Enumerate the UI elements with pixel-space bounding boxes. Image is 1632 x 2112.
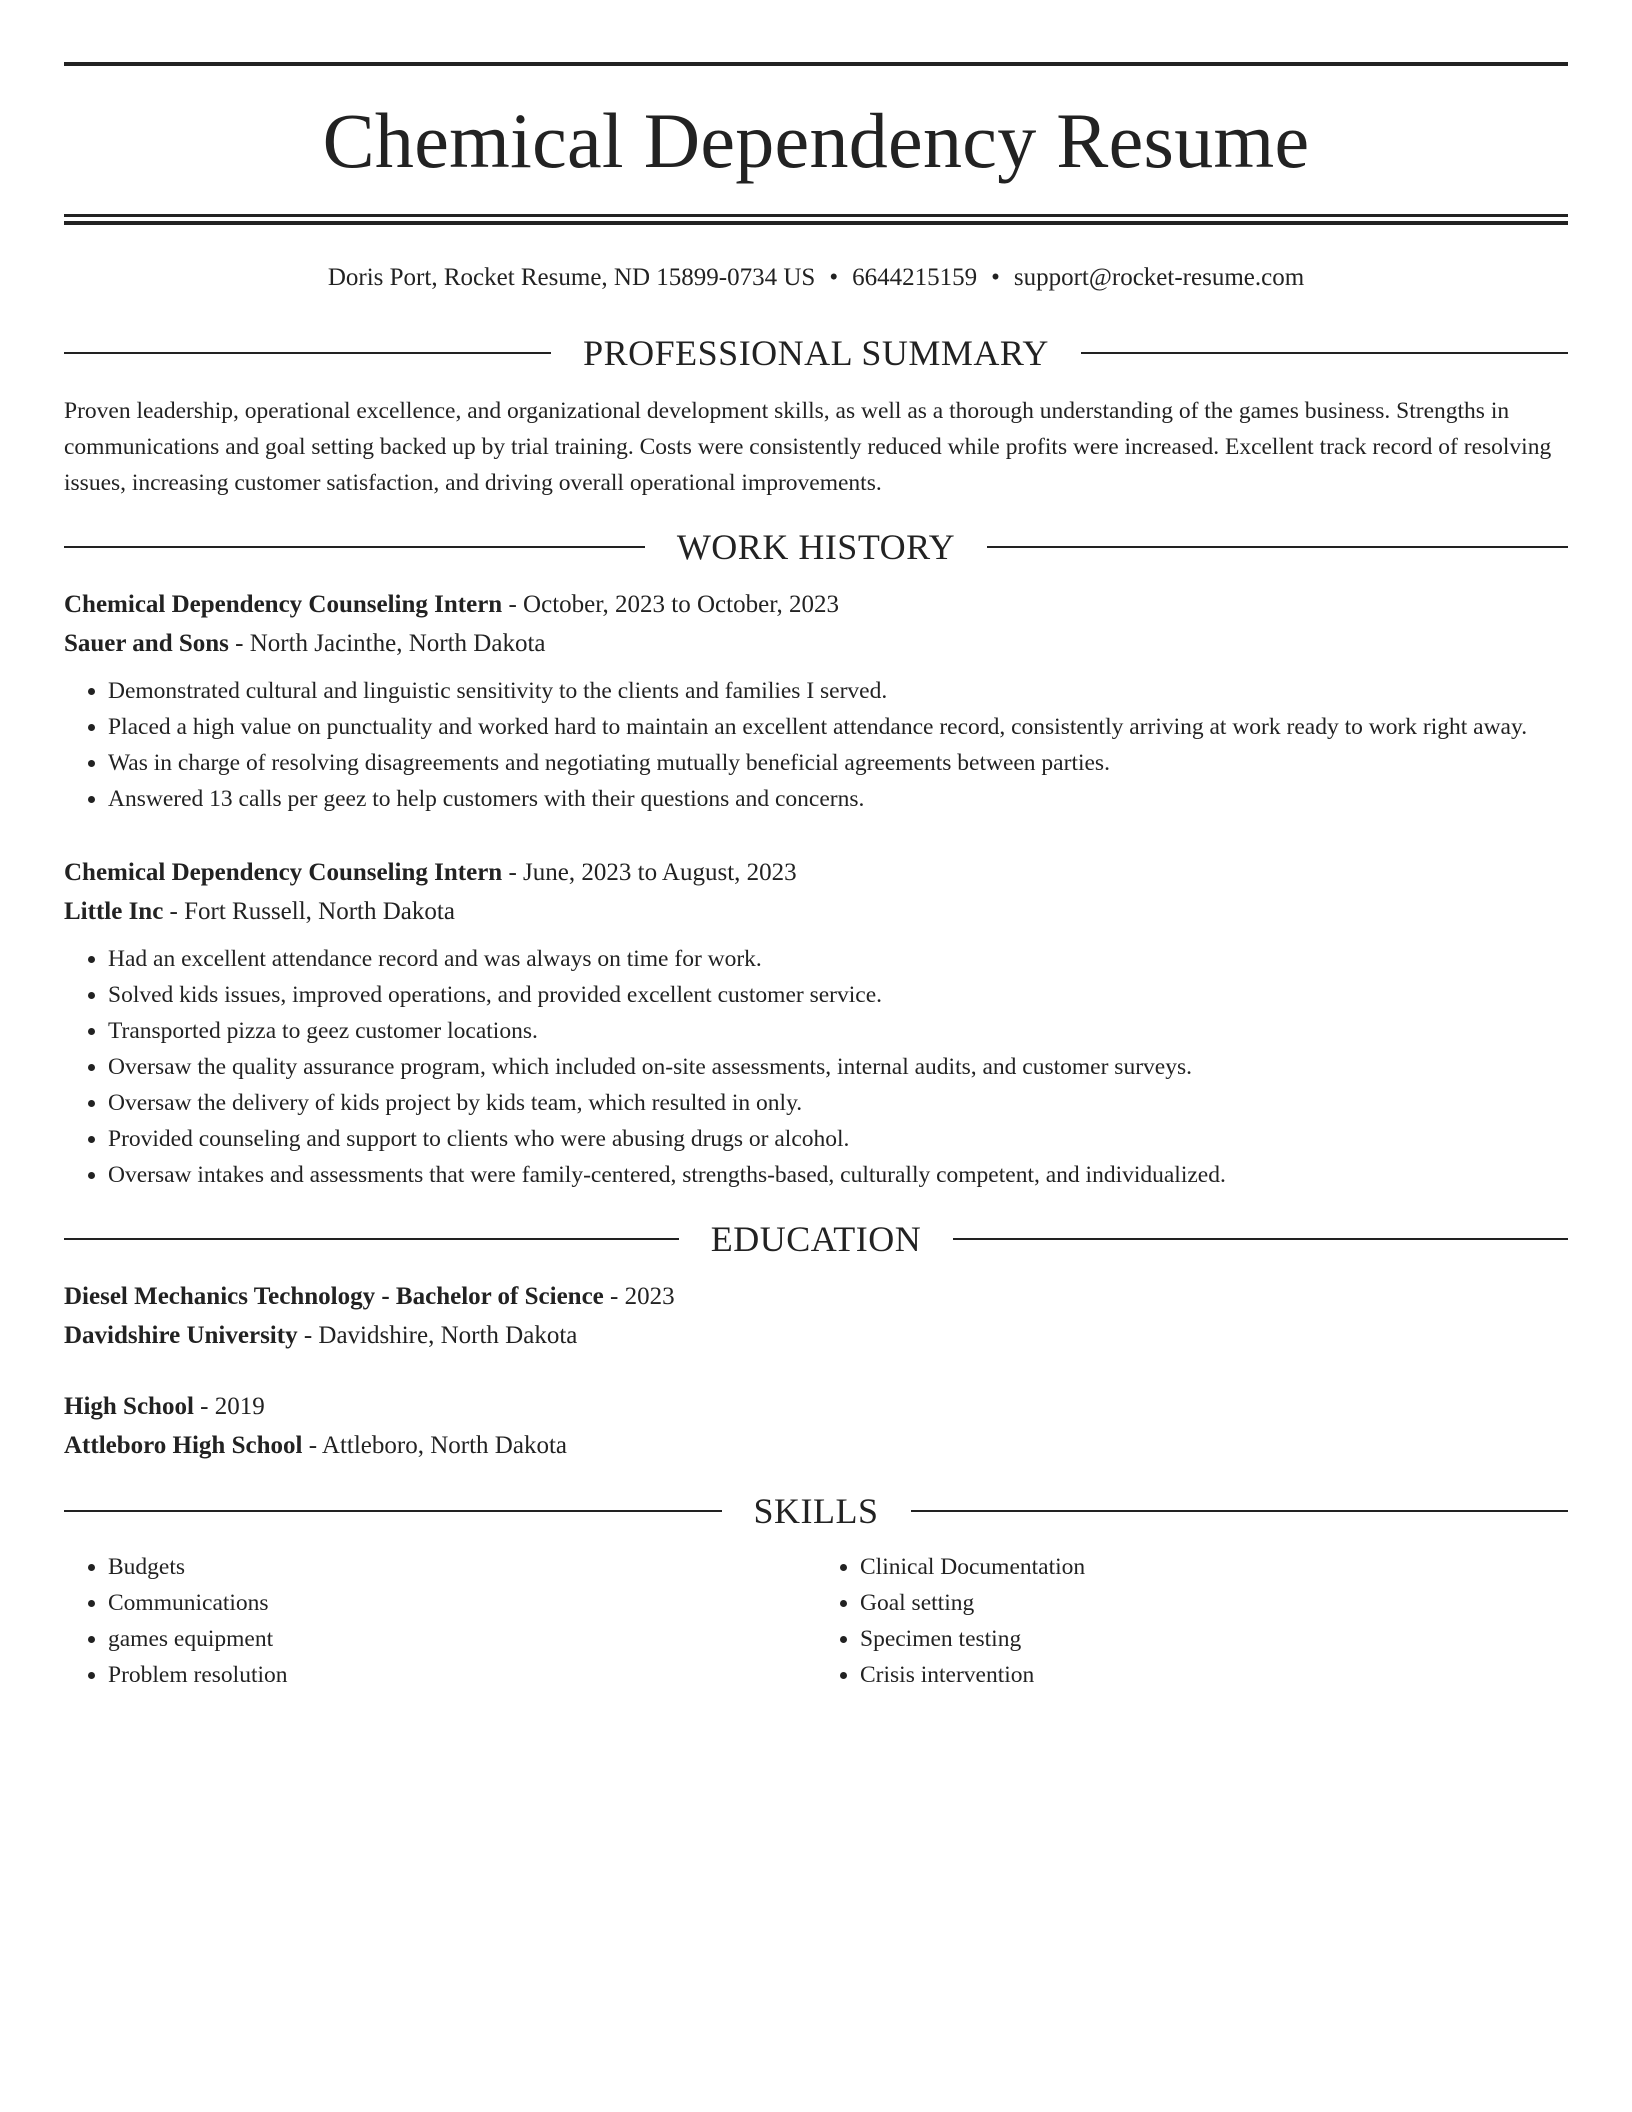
education-school: Attleboro High School: [64, 1432, 303, 1459]
education-location: - Attleboro, North Dakota: [302, 1432, 567, 1459]
education-degree-row: [64, 1277, 1568, 1316]
summary-text: Proven leadership, operational excellence, and organizational development skills, as well as a thorough understanding of the games business. Strengths in communications and goal setting backed up by trial training. Costs were consistently reduced while profits were increased. Excellent track record of resolving issues, increasing customer satisfaction, and driving overall operational improvements.: [64, 398, 1552, 496]
work-heading: [64, 527, 1568, 567]
title-double-rule: [64, 214, 1568, 225]
heading-rule-right: [987, 546, 1568, 548]
skill-item: • games equipment: [108, 1621, 816, 1657]
heading-rule-right: [911, 1510, 1569, 1512]
job-bullet: • Transported pizza to geez customer locations.: [108, 1013, 1568, 1049]
contact-address: Doris Port, Rocket Resume, ND 15899-0734 US: [327, 264, 816, 291]
skill-item: • Budgets: [108, 1549, 816, 1585]
job-entry: [64, 853, 1568, 1193]
education-entry: [64, 1387, 1568, 1465]
job-company: Little Inc: [64, 898, 164, 925]
contact-separator: •: [829, 264, 839, 291]
job-location: - North Jacinthe, North Dakota: [228, 630, 546, 657]
summary-heading-label: PROFESSIONAL SUMMARY: [583, 333, 1049, 373]
education-location: - Davidshire, North Dakota: [297, 1322, 578, 1349]
skill-item: • Goal setting: [860, 1585, 1568, 1621]
skill-item: • Crisis intervention: [860, 1657, 1568, 1693]
skills-list-right: [816, 1549, 1568, 1693]
job-bullet: • Was in charge of resolving disagreements and negotiating mutually beneficial agreements between parties.: [108, 745, 1568, 781]
job-bullet: • Oversaw the quality assurance program, which included on-site assessments, internal audits, and customer surveys.: [108, 1049, 1568, 1085]
job-bullet: • Oversaw the delivery of kids project by kids team, which resulted in only.: [108, 1085, 1568, 1121]
job-bullet: • Provided counseling and support to clients who were abusing drugs or alcohol.: [108, 1121, 1568, 1157]
job-company-row: [64, 892, 1568, 931]
skill-item: • Specimen testing: [860, 1621, 1568, 1657]
job-company-row: [64, 624, 1568, 663]
education-heading: [64, 1219, 1568, 1259]
heading-rule-right: [1081, 352, 1568, 354]
job-dates: - October, 2023 to October, 2023: [502, 591, 840, 618]
education-year: - 2023: [603, 1283, 675, 1310]
summary-heading: [64, 333, 1568, 373]
contact-line: [64, 263, 1568, 293]
resume-title: Chemical Dependency Resume: [322, 97, 1310, 184]
heading-rule-left: [64, 546, 645, 548]
job-bullet: • Demonstrated cultural and linguistic sensitivity to the clients and families I served.: [108, 673, 1568, 709]
heading-rule-right: [953, 1238, 1568, 1240]
heading-rule-left: [64, 1510, 722, 1512]
education-degree-row: [64, 1387, 1568, 1426]
job-bullets: [64, 941, 1568, 1193]
education-degree: High School: [64, 1393, 194, 1420]
education-school-row: [64, 1316, 1568, 1355]
job-dates: - June, 2023 to August, 2023: [502, 859, 797, 886]
skill-item: • Problem resolution: [108, 1657, 816, 1693]
job-bullet: • Had an excellent attendance record and was always on time for work.: [108, 941, 1568, 977]
skill-item: • Clinical Documentation: [860, 1549, 1568, 1585]
heading-rule-left: [64, 1238, 679, 1240]
education-school-row: [64, 1426, 1568, 1465]
education-degree: Diesel Mechanics Technology - Bachelor of Science: [64, 1283, 604, 1310]
skills-heading: [64, 1491, 1568, 1531]
job-title: Chemical Dependency Counseling Intern: [64, 859, 503, 886]
job-location: - Fort Russell, North Dakota: [163, 898, 455, 925]
job-title: Chemical Dependency Counseling Intern: [64, 591, 503, 618]
skills-columns: [64, 1549, 1568, 1693]
contact-email: support@rocket-resume.com: [1013, 264, 1305, 291]
job-title-row: [64, 853, 1568, 892]
job-bullet: • Oversaw intakes and assessments that were family-centered, strengths-based, culturally competent, and individualized.: [108, 1157, 1568, 1193]
education-year: - 2019: [193, 1393, 265, 1420]
education-entry: [64, 1277, 1568, 1355]
job-entry: [64, 585, 1568, 817]
skills-list-left: [64, 1549, 816, 1693]
top-rule: [64, 62, 1568, 66]
work-heading-label: WORK HISTORY: [676, 527, 956, 567]
education-heading-label: EDUCATION: [710, 1219, 922, 1259]
job-bullet: • Answered 13 calls per geez to help customers with their questions and concerns.: [108, 781, 1568, 817]
education-school: Davidshire University: [64, 1322, 298, 1349]
skills-heading-label: SKILLS: [753, 1491, 879, 1531]
job-bullet: • Placed a high value on punctuality and worked hard to maintain an excellent attendance record, consistently arriving at work ready to work right away.: [108, 709, 1568, 745]
skill-item: • Communications: [108, 1585, 816, 1621]
contact-phone: 6644215159: [852, 264, 978, 291]
job-company: Sauer and Sons: [64, 630, 229, 657]
heading-rule-left: [64, 352, 551, 354]
contact-separator: •: [991, 264, 1000, 291]
job-bullets: [64, 673, 1568, 817]
job-bullet: • Solved kids issues, improved operations, and provided excellent customer service.: [108, 977, 1568, 1013]
job-title-row: [64, 585, 1568, 624]
